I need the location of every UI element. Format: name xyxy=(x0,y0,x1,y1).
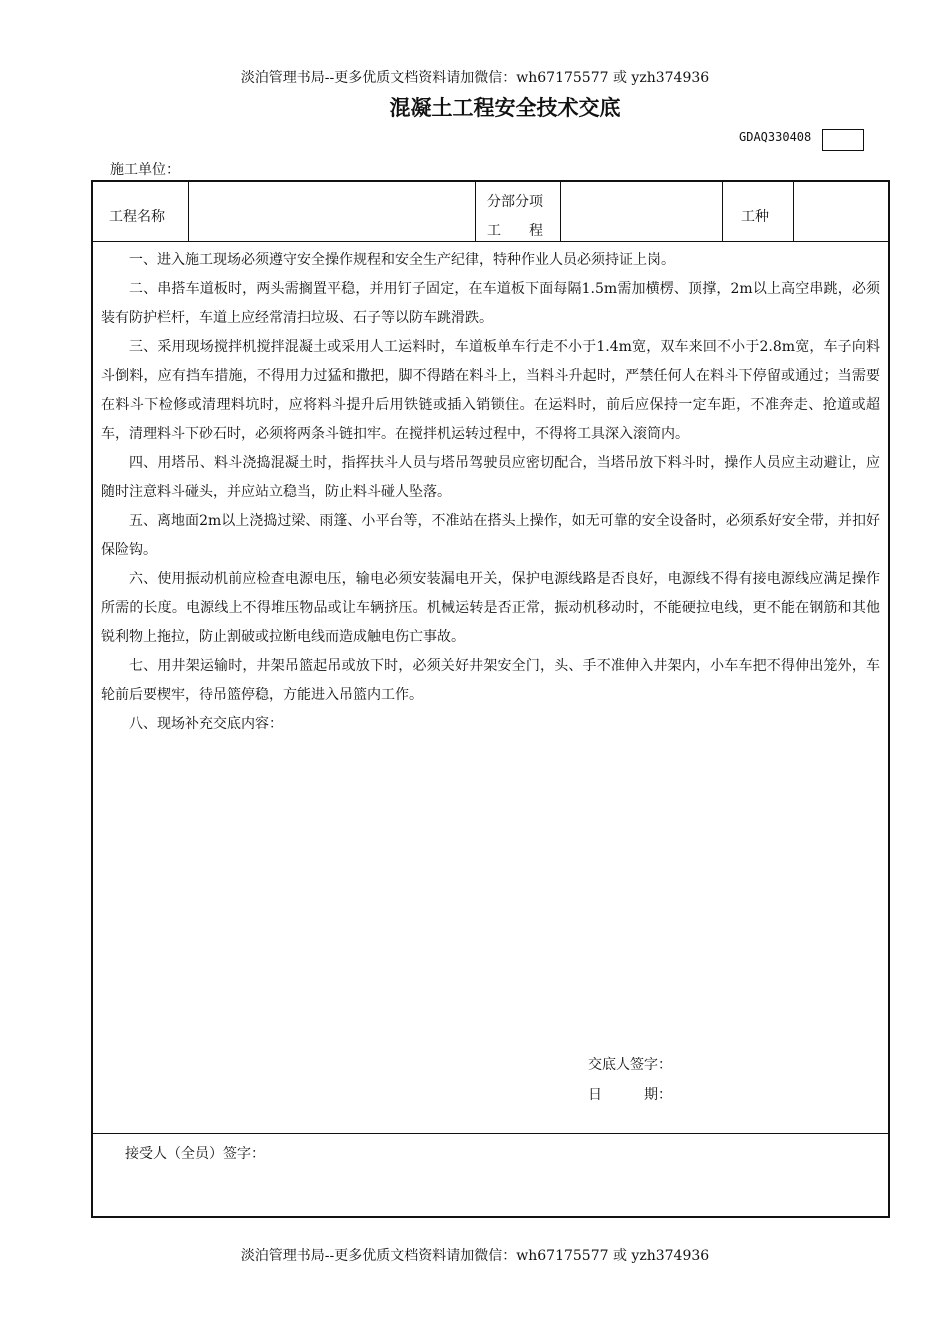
clause-5: 五、离地面2m以上浇捣过梁、雨篷、小平台等，不准站在搭头上操作，如无可靠的安全设备时，必须系好安全带，并扣好保险钩。 xyxy=(101,513,880,558)
clause-1: 一、进入施工现场必须遵守安全操作规程和安全生产纪律，特种作业人员必须持证上岗。 xyxy=(129,252,675,268)
construction-unit-label: 施工单位： xyxy=(110,162,180,178)
clause-2: 二、串搭车道板时，两头需搁置平稳，并用钉子固定，在车道板下面每隔1.5m需加横楞、顶撑，2m以上高空串跳，必须装有防护栏杆，车道上应经常清扫垃圾、石子等以防车跳滑跌。 xyxy=(101,281,880,326)
project-name-label: 工程名称 xyxy=(109,209,165,225)
receiver-sign-label: 接受人（全员）签字： xyxy=(125,1146,265,1162)
sub-project-field[interactable] xyxy=(561,184,721,240)
clause-3: 三、采用现场搅拌机搅拌混凝土或采用人工运料时，车道板单车行走不小于1.4m宽，双车来回不小于2.8m宽，车子向料斗倒料，应有挡车措施，不得用力过猛和撒把，脚不得踏在料斗上，当料斗升起时，严禁任何人在料斗下停留或通过；当需要在料斗下检修或清理料坑时，应将料斗提升后用铁链或插入销锁住。在运料时，前后应保持一定车距，不准奔走、抢道或超车，清理料斗下砂石时，必须将两条斗链扣牢。在搅拌机运转过程中，不得将工具深入滚筒内。 xyxy=(101,339,880,442)
document-title: 混凝土工程安全技术交底 xyxy=(389,96,621,120)
form-code: GDAQ330408 xyxy=(739,130,812,144)
work-type-field[interactable] xyxy=(794,184,888,240)
divider xyxy=(475,182,476,242)
header-note: 淡泊管理书局--更多优质文档资料请加微信：wh67175577 或 yzh374936 xyxy=(240,70,710,86)
form-code-box[interactable] xyxy=(822,129,864,151)
divider xyxy=(722,182,723,242)
work-type-label: 工种 xyxy=(741,209,769,225)
clause-4: 四、用塔吊、料斗浇捣混凝土时，指挥扶斗人员与塔吊驾驶员应密切配合，当塔吊放下料斗时，操作人员应主动避让，应随时注意料斗碰头，并应站立稳当，防止料斗碰人坠落。 xyxy=(101,455,880,500)
divider xyxy=(93,241,888,242)
sub-project-label-line1: 分部分项 xyxy=(487,194,543,210)
discloser-sign-label: 交底人签字： xyxy=(588,1057,672,1073)
clause-7: 七、用井架运输时，井架吊篮起吊或放下时，必须关好井架安全门，头、手不准伸入井架内，小车车把不得伸出笼外，车轮前后要楔牢，待吊篮停稳，方能进入吊篮内工作。 xyxy=(101,658,880,703)
disclosure-content xyxy=(101,246,880,739)
divider xyxy=(93,1133,888,1134)
sub-project-label-line2: 工 程 xyxy=(487,223,543,239)
clause-8: 八、现场补充交底内容： xyxy=(129,716,283,732)
date-label: 日 期： xyxy=(588,1087,672,1103)
footer-note: 淡泊管理书局--更多优质文档资料请加微信：wh67175577 或 yzh374936 xyxy=(240,1248,710,1264)
project-name-field[interactable] xyxy=(189,184,474,240)
disclosure-table xyxy=(91,180,890,1218)
clause-6: 六、使用振动机前应检查电源电压，输电必须安装漏电开关，保护电源线路是否良好，电源线不得有接电源线应满足操作所需的长度。电源线上不得堆压物品或让车辆挤压。机械运转是否正常，振动机移动时，不能硬拉电线，更不能在钢筋和其他锐利物上拖拉，防止割破或拉断电线而造成触电伤亡事故。 xyxy=(101,571,880,645)
